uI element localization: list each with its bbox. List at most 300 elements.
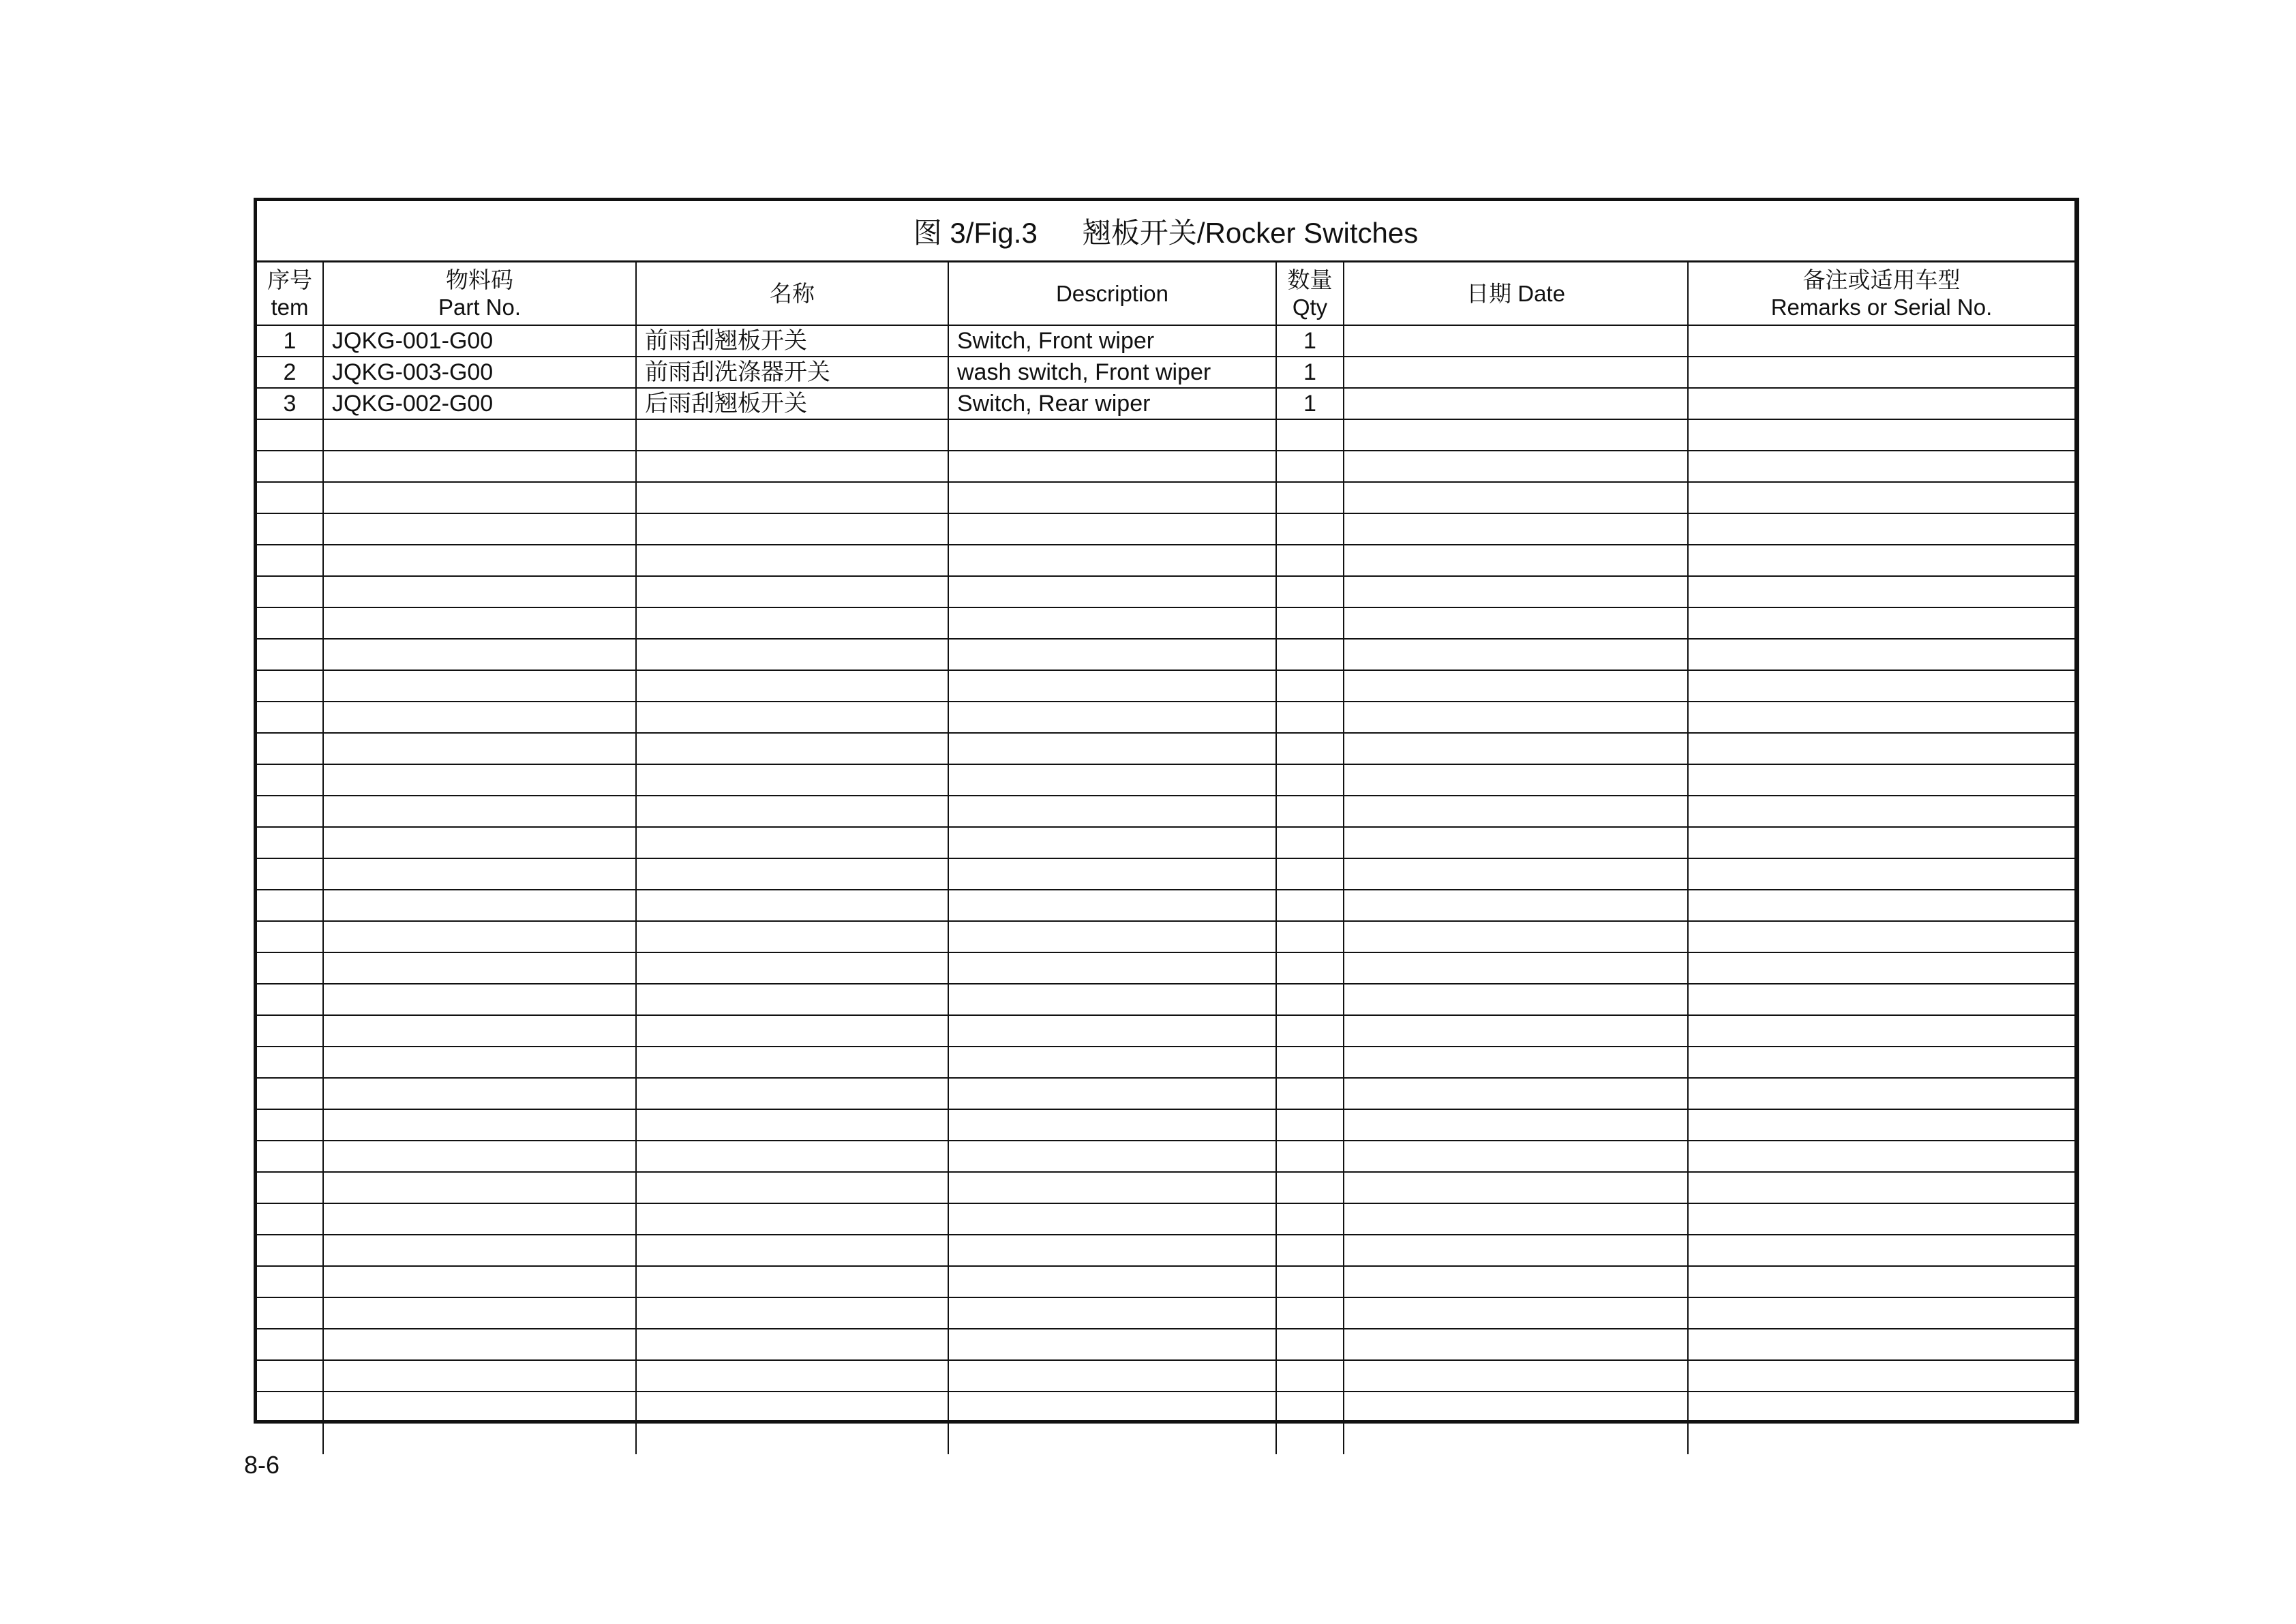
cell-qty [1276,733,1344,764]
cell-item [257,1235,323,1266]
header-row [257,262,2074,325]
cell-description [948,1329,1276,1360]
table-row-empty [257,545,2074,576]
cell-remarks [1688,890,2074,921]
figure-title [257,201,2074,262]
cell-item [257,858,323,890]
header-part-no-cn: 物料码 [446,267,513,292]
header-remarks-en: Remarks or Serial No. [1770,294,1993,320]
cell-qty [1276,545,1344,576]
cell-remarks [1688,639,2074,670]
cell-qty [1276,827,1344,858]
cell-description [948,764,1276,796]
cell-remarks [1688,1360,2074,1392]
cell-description [948,1172,1276,1203]
cell-part-no [323,639,636,670]
cell-qty [1276,1329,1344,1360]
table-row-empty [257,1109,2074,1141]
cell-qty: 1 [1276,388,1344,419]
table-row-empty [257,1423,2074,1454]
cell-name-cn [636,702,948,733]
table-row-empty [257,1266,2074,1297]
header-remarks [1688,262,2074,325]
cell-item [257,513,323,545]
cell-date [1344,576,1688,607]
cell-part-no [323,482,636,513]
cell-item [257,764,323,796]
table-row-empty [257,1297,2074,1329]
cell-name-cn [636,858,948,890]
cell-item [257,796,323,827]
cell-name-cn [636,1172,948,1203]
cell-description [948,858,1276,890]
cell-name-cn [636,796,948,827]
cell-qty [1276,1109,1344,1141]
cell-date [1344,827,1688,858]
cell-item [257,1297,323,1329]
table-row-empty [257,1360,2074,1392]
cell-description [948,419,1276,451]
cell-part-no [323,1141,636,1172]
cell-date [1344,1266,1688,1297]
cell-name-cn: 后雨刮翘板开关 [636,388,948,419]
cell-part-no [323,670,636,702]
cell-qty: 1 [1276,357,1344,388]
cell-remarks [1688,325,2074,357]
cell-remarks [1688,451,2074,482]
table-row-empty [257,890,2074,921]
cell-date [1344,639,1688,670]
table-row-empty [257,1203,2074,1235]
cell-part-no [323,1015,636,1047]
cell-item [257,1329,323,1360]
header-part-no [323,262,636,325]
cell-name-cn [636,639,948,670]
table-row-empty [257,764,2074,796]
cell-item: 2 [257,357,323,388]
cell-qty [1276,702,1344,733]
cell-description [948,670,1276,702]
cell-qty [1276,764,1344,796]
cell-part-no [323,576,636,607]
cell-description [948,1392,1276,1423]
cell-name-cn [636,921,948,952]
cell-description [948,639,1276,670]
cell-date [1344,451,1688,482]
cell-part-no [323,545,636,576]
cell-part-no: JQKG-002-G00 [323,388,636,419]
cell-qty: 1 [1276,325,1344,357]
table-row-empty [257,1047,2074,1078]
cell-description [948,1235,1276,1266]
cell-remarks [1688,1329,2074,1360]
cell-date [1344,1203,1688,1235]
cell-qty [1276,607,1344,639]
cell-qty [1276,921,1344,952]
cell-date [1344,419,1688,451]
cell-date [1344,1360,1688,1392]
table-row [257,357,2074,388]
cell-description [948,1078,1276,1109]
cell-part-no [323,764,636,796]
cell-name-cn [636,1047,948,1078]
cell-name-cn [636,764,948,796]
cell-part-no [323,1297,636,1329]
parts-list-table-frame [254,198,2079,1424]
table-row-empty [257,576,2074,607]
cell-date [1344,952,1688,984]
cell-part-no [323,984,636,1015]
cell-qty [1276,984,1344,1015]
cell-part-no: JQKG-001-G00 [323,325,636,357]
cell-remarks [1688,1141,2074,1172]
cell-date [1344,1172,1688,1203]
cell-qty [1276,1015,1344,1047]
cell-remarks [1688,1109,2074,1141]
header-description: Description [948,262,1276,325]
cell-item [257,1172,323,1203]
table-row-empty [257,796,2074,827]
cell-description [948,702,1276,733]
cell-description: wash switch, Front wiper [948,357,1276,388]
cell-item [257,952,323,984]
cell-name-cn: 前雨刮翘板开关 [636,325,948,357]
cell-date [1344,482,1688,513]
cell-date [1344,1047,1688,1078]
cell-qty [1276,1392,1344,1423]
cell-remarks [1688,1015,2074,1047]
table-row-empty [257,1141,2074,1172]
cell-description [948,827,1276,858]
cell-remarks [1688,921,2074,952]
table-row-empty [257,419,2074,451]
cell-date [1344,796,1688,827]
cell-date [1344,1078,1688,1109]
cell-part-no [323,1109,636,1141]
cell-remarks [1688,1423,2074,1454]
cell-part-no [323,858,636,890]
cell-part-no [323,1172,636,1203]
cell-qty [1276,482,1344,513]
cell-name-cn [636,1423,948,1454]
cell-part-no [323,1423,636,1454]
cell-name-cn [636,890,948,921]
cell-item [257,607,323,639]
cell-item [257,419,323,451]
cell-item [257,1047,323,1078]
cell-item [257,1360,323,1392]
cell-part-no [323,1360,636,1392]
cell-qty [1276,890,1344,921]
table-row-empty [257,670,2074,702]
table-row [257,325,2074,357]
header-item [257,262,323,325]
cell-name-cn [636,733,948,764]
cell-date [1344,1329,1688,1360]
cell-name-cn [636,607,948,639]
cell-description [948,1266,1276,1297]
cell-part-no [323,921,636,952]
cell-part-no [323,1047,636,1078]
cell-name-cn [636,1360,948,1392]
cell-qty [1276,576,1344,607]
table-row-empty [257,733,2074,764]
table-row-empty [257,1078,2074,1109]
table-row-empty [257,607,2074,639]
cell-item [257,1392,323,1423]
header-date: 日期 Date [1344,262,1688,325]
cell-part-no [323,796,636,827]
cell-date [1344,357,1688,388]
table-row-empty [257,513,2074,545]
cell-description [948,482,1276,513]
cell-item [257,639,323,670]
cell-part-no [323,702,636,733]
cell-name-cn [636,576,948,607]
cell-part-no [323,1235,636,1266]
cell-description [948,952,1276,984]
cell-date [1344,1297,1688,1329]
header-name-cn: 名称 [636,262,948,325]
cell-date [1344,1015,1688,1047]
cell-part-no [323,419,636,451]
cell-date [1344,388,1688,419]
cell-remarks [1688,984,2074,1015]
cell-remarks [1688,1235,2074,1266]
table-row-empty [257,1235,2074,1266]
cell-date [1344,513,1688,545]
table-row-empty [257,451,2074,482]
cell-description: Switch, Front wiper [948,325,1276,357]
cell-date [1344,921,1688,952]
cell-date [1344,984,1688,1015]
cell-description [948,1423,1276,1454]
table-row-empty [257,984,2074,1015]
cell-part-no [323,1203,636,1235]
cell-name-cn [636,952,948,984]
cell-name-cn [636,670,948,702]
cell-remarks [1688,670,2074,702]
cell-remarks [1688,733,2074,764]
cell-part-no [323,1266,636,1297]
cell-part-no [323,890,636,921]
cell-remarks [1688,1392,2074,1423]
cell-item [257,921,323,952]
cell-part-no [323,952,636,984]
cell-remarks [1688,952,2074,984]
cell-name-cn [636,1235,948,1266]
parts-table [257,262,2074,1454]
cell-item [257,576,323,607]
cell-date [1344,325,1688,357]
cell-date [1344,1141,1688,1172]
cell-name-cn [636,451,948,482]
cell-name-cn [636,984,948,1015]
cell-qty [1276,1203,1344,1235]
cell-qty [1276,1297,1344,1329]
cell-item [257,1109,323,1141]
table-row [257,388,2074,419]
cell-name-cn [636,419,948,451]
cell-description [948,451,1276,482]
cell-remarks [1688,1203,2074,1235]
cell-description [948,1109,1276,1141]
cell-description [948,733,1276,764]
header-item-en: tem [271,294,309,320]
cell-remarks [1688,764,2074,796]
cell-name-cn [636,1266,948,1297]
cell-remarks [1688,576,2074,607]
cell-description [948,890,1276,921]
cell-item [257,545,323,576]
cell-description [948,1047,1276,1078]
cell-remarks [1688,513,2074,545]
header-qty [1276,262,1344,325]
cell-remarks [1688,702,2074,733]
cell-date [1344,545,1688,576]
cell-remarks [1688,545,2074,576]
cell-date [1344,858,1688,890]
cell-item [257,890,323,921]
table-row-empty [257,639,2074,670]
cell-part-no: JQKG-003-G00 [323,357,636,388]
cell-date [1344,607,1688,639]
cell-description [948,1297,1276,1329]
cell-item [257,1078,323,1109]
cell-remarks [1688,1266,2074,1297]
cell-remarks [1688,357,2074,388]
cell-item [257,1203,323,1235]
cell-description: Switch, Rear wiper [948,388,1276,419]
cell-remarks [1688,858,2074,890]
header-qty-en: Qty [1292,294,1328,320]
cell-item [257,733,323,764]
cell-qty [1276,451,1344,482]
cell-date [1344,733,1688,764]
cell-qty [1276,670,1344,702]
cell-qty [1276,639,1344,670]
cell-date [1344,1392,1688,1423]
cell-remarks [1688,827,2074,858]
table-row-empty [257,858,2074,890]
table-row-empty [257,1329,2074,1360]
table-row-empty [257,1172,2074,1203]
cell-part-no [323,733,636,764]
cell-item [257,451,323,482]
cell-remarks [1688,1297,2074,1329]
cell-name-cn [636,545,948,576]
cell-description [948,1203,1276,1235]
cell-item [257,1266,323,1297]
cell-part-no [323,513,636,545]
cell-qty [1276,1078,1344,1109]
cell-remarks [1688,796,2074,827]
cell-remarks [1688,388,2074,419]
cell-qty [1276,858,1344,890]
table-row-empty [257,827,2074,858]
cell-date [1344,702,1688,733]
cell-name-cn [636,1078,948,1109]
cell-qty [1276,419,1344,451]
cell-qty [1276,952,1344,984]
cell-date [1344,1423,1688,1454]
cell-name-cn [636,1392,948,1423]
cell-item [257,1141,323,1172]
cell-item [257,1423,323,1454]
cell-qty [1276,1266,1344,1297]
table-row-empty [257,702,2074,733]
cell-name-cn [636,1329,948,1360]
cell-description [948,1141,1276,1172]
cell-part-no [323,827,636,858]
header-remarks-cn: 备注或适用车型 [1802,267,1961,292]
cell-item [257,827,323,858]
cell-remarks [1688,419,2074,451]
cell-description [948,576,1276,607]
cell-remarks [1688,482,2074,513]
cell-remarks [1688,1172,2074,1203]
table-body [257,325,2074,1454]
cell-remarks [1688,1047,2074,1078]
cell-qty [1276,1360,1344,1392]
cell-item [257,984,323,1015]
cell-part-no [323,1329,636,1360]
cell-description [948,921,1276,952]
cell-description [948,607,1276,639]
cell-part-no [323,1078,636,1109]
cell-name-cn [636,1203,948,1235]
cell-item: 3 [257,388,323,419]
cell-name-cn: 前雨刮洗涤器开关 [636,357,948,388]
cell-description [948,984,1276,1015]
cell-qty [1276,796,1344,827]
cell-date [1344,890,1688,921]
cell-item [257,1015,323,1047]
cell-name-cn [636,1141,948,1172]
cell-date [1344,764,1688,796]
cell-item [257,670,323,702]
cell-description [948,513,1276,545]
table-row-empty [257,1392,2074,1423]
table-row-empty [257,1015,2074,1047]
cell-item: 1 [257,325,323,357]
cell-description [948,1015,1276,1047]
cell-name-cn [636,513,948,545]
cell-name-cn [636,1015,948,1047]
page-number: 8-6 [244,1451,280,1479]
cell-description [948,796,1276,827]
figure-name: 翘板开关/Rocker Switches [1082,216,1419,249]
cell-part-no [323,451,636,482]
cell-date [1344,1235,1688,1266]
header-part-no-en: Part No. [438,294,522,320]
cell-part-no [323,1392,636,1423]
figure-label: 图 3/Fig.3 [913,216,1038,249]
table-row-empty [257,482,2074,513]
cell-qty [1276,1235,1344,1266]
cell-qty [1276,1141,1344,1172]
cell-date [1344,670,1688,702]
cell-remarks [1688,607,2074,639]
cell-name-cn [636,1109,948,1141]
cell-item [257,702,323,733]
cell-qty [1276,1423,1344,1454]
cell-qty [1276,513,1344,545]
cell-description [948,545,1276,576]
table-row-empty [257,921,2074,952]
cell-name-cn [636,1297,948,1329]
cell-part-no [323,607,636,639]
